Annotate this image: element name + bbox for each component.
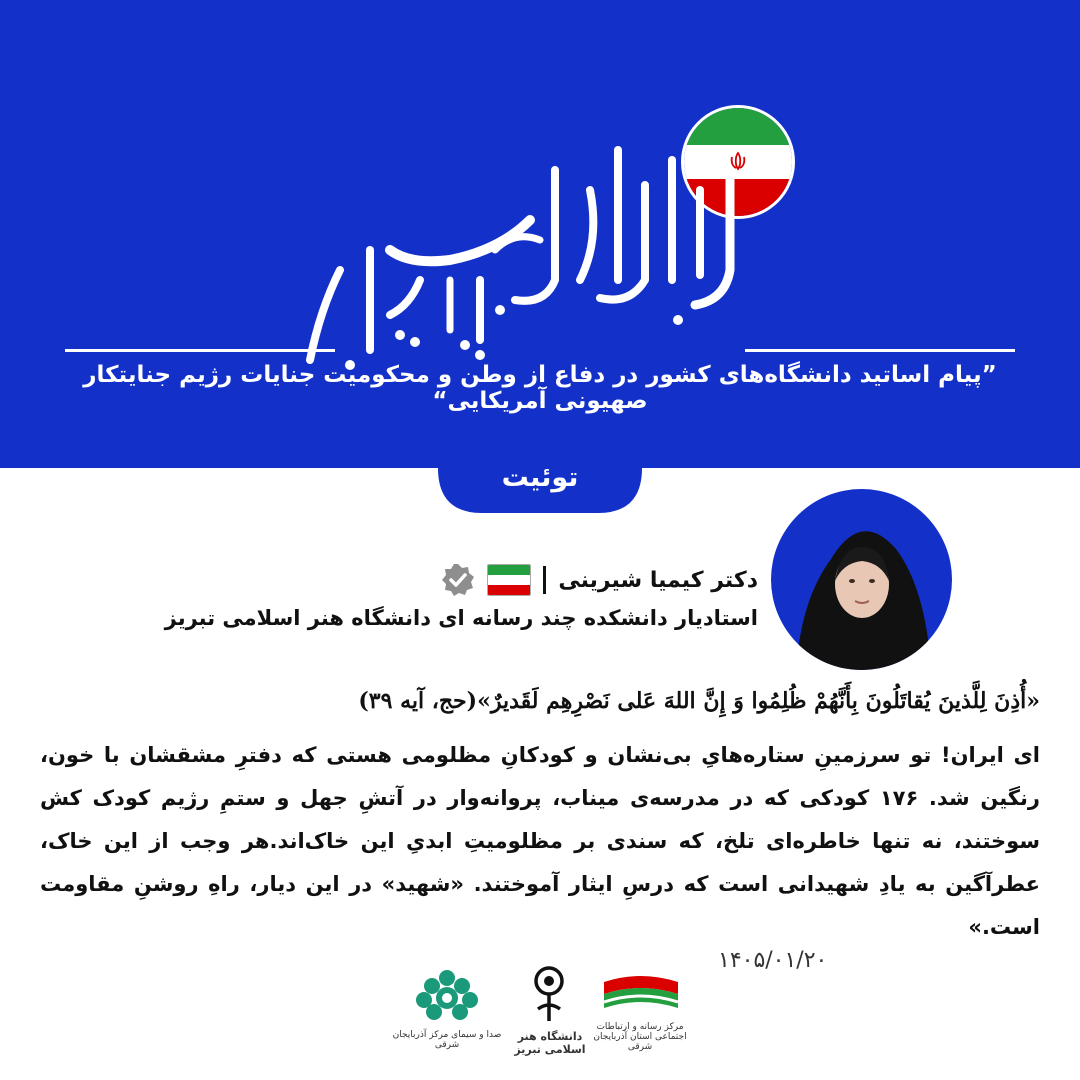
title-calligraphy [300,130,740,370]
name-separator [543,566,546,594]
author-affiliation: استادیار دانشکده چند رسانه ای دانشگاه هنر اسلامی تبریز [164,606,758,630]
university-logo-caption: دانشگاه هنر اسلامی تبریز [514,1030,586,1056]
post-date: ۱۴۰۵/۰۱/۲۰ [718,948,828,973]
verified-badge-icon [441,563,475,597]
iran-flag-icon [487,564,531,596]
author-row [441,562,758,598]
subtitle-rule-left [65,349,335,352]
irib-east-azerbaijan-logo [412,968,482,1028]
subtitle: ”پیام اساتید دانشگاه‌های کشور در دفاع از وطن و محکومیت جنایات رژیم جنایتکار صهیونی آمریکایی“ [83,362,997,414]
basij-professors-logo [600,972,682,1020]
basij-logo-caption: مرکز رسانه و ارتباطات اجتماعی استان آذربایجان شرقی [593,1022,687,1052]
subtitle-rule-right [745,349,1015,352]
tweet-tab-label: توئیت [501,462,579,493]
author-name: دکتر کیمیا شیرینی [558,567,758,593]
portrait-icon [771,489,952,670]
message-body: ای ایران! تو سرزمینِ ستاره‌هایِ بی‌نشان و کودکانِ مظلومی هستی که دفترِ مشقشان با خون، رنگین شد. ۱۷۶ کودکی که در مدرسه‌ی میناب، پروانه‌وار در آتشِ جهل و ستمِ رژیم کودک کش سوختند، نه تنها خاطره‌ای تلخ، که سندی بر مظلومیتِ ابدیِ این خاک‌اند.هر وجب از این خاک، عطرآگین به یادِ شهیدانی است که درسِ ایثار آموختند. «شهید» در این دیار، راهِ روشنِ مقاومت است.» [40,743,1040,939]
irib-logo-caption: صدا و سیمای مرکز آذربایجان شرقی [392,1030,502,1050]
quran-verse: «أُذِنَ لِلَّذینَ یُقاتَلُونَ بِأَنَّهُمْ ظُلِمُوا وَ إِنَّ اللهَ عَلی نَصْرِهِم لَقَدیرٌ»(حج، آیه ۳۹) [358,688,1040,714]
tabriz-islamic-art-university-logo [524,965,574,1025]
